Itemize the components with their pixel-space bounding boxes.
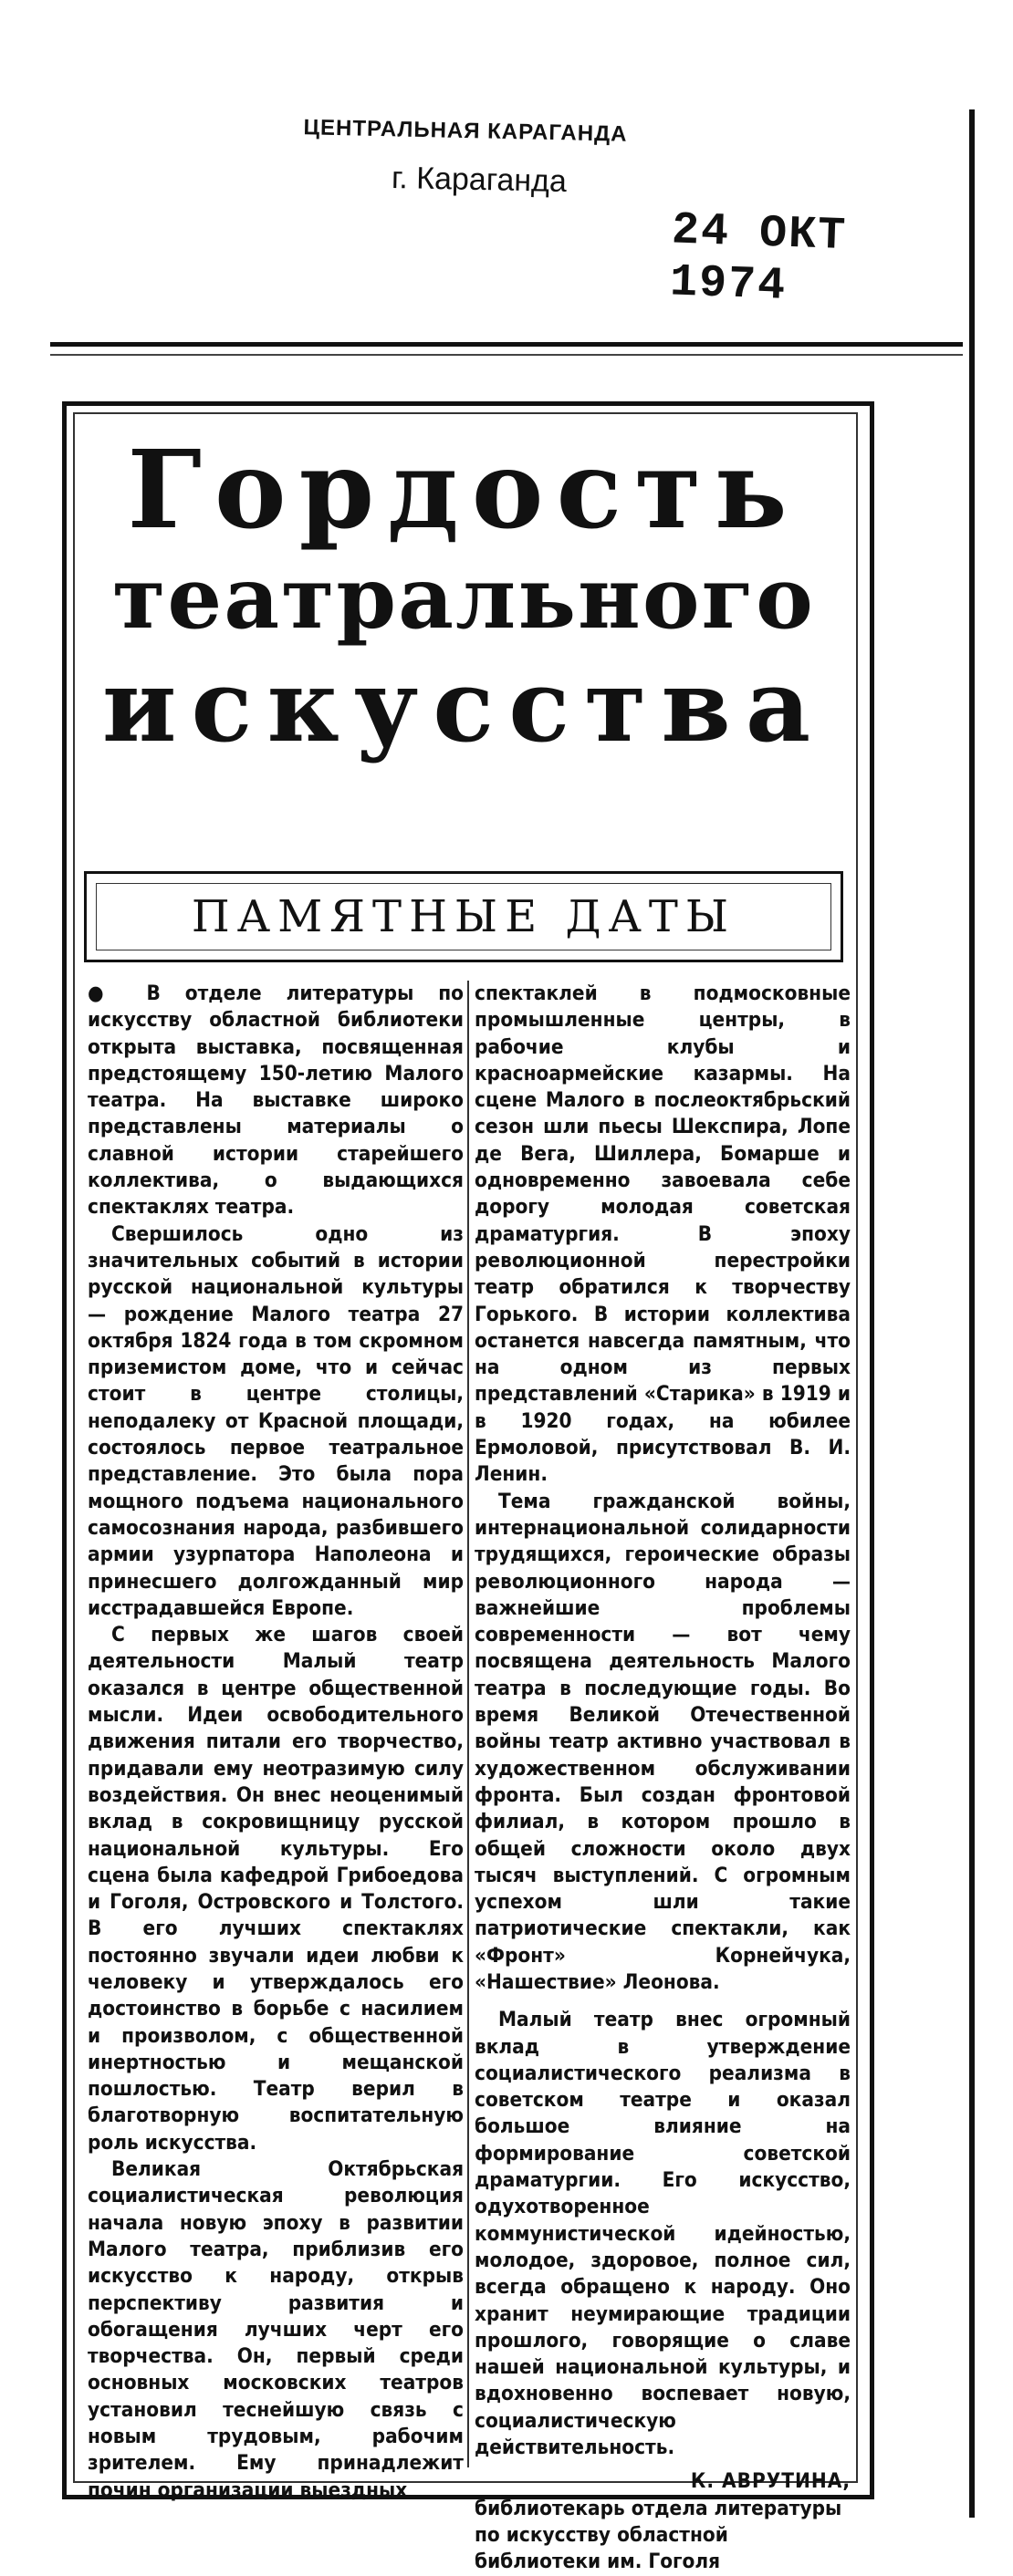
paragraph: Великая Октябрьская социалистическая революция начала новую эпоху в развитии Малого театра, приблизив его искусство к народу, открыв перспективу развития и обогащения лучших черт его творчества. Он, первый среди основных московских театров установил теснейшую связь с новым трудовым, рабочим зрителем. Ему принадлежит почин организации выездных <box>88 2157 464 2502</box>
paragraph: спектаклей в подмосковные промышленные центры, в рабочие клубы и красноармейские казармы. На сцене Малого в послеоктябрьский сезон шли пьесы Шекспира, Лопе де Вега, Шиллера, Бомарше и одновременно завоевала себе дорогу молодая советская драматургия. В эпоху революционной перестройки театр обратился к творчеству Горького. В истории коллектива останется навсегда памятным, что на одном из первых представлений «Старика» в 1919 и в 1920 годах, на юбилее Ермоловой, присутствовал В. И. Ленин. <box>475 982 851 1487</box>
paragraph: Свершилось одно из значительных событий в истории русской национальной культуры — рождение Малого театра 27 октября 1824 года в том скромном приземистом доме, что и сейчас стоит в центре столицы, неподалеку от Красной площади, состоялось первое театральное представление. Это была пора мощного подъема национального самосознания народа, разбившего армии узурпатора Наполеона и принесшего долгожданный мир исстрадавшейся Европе. <box>88 1221 464 1620</box>
article-headline <box>73 426 854 764</box>
article-column-left <box>88 981 464 2502</box>
author-role: библиотекарь отдела литературы по искусству областной библиотеки им. Гоголя <box>475 2496 842 2574</box>
headline-line-1: Гордость <box>127 426 800 553</box>
city-stamp: г. Караганда <box>391 160 568 200</box>
date-stamp: 24 ОКТ 1974 <box>669 204 849 313</box>
paragraph: Тема гражданской войны, интернациональной солидарности трудящихся, героические образы революционного народа — важнейшие проблемы современности — вот чему посвящена деятельность Малого театра в последующие годы. Во время Великой Отечественной войны театр активно участвовал в художественном обслуживании фронта. Был создан фронтовой филиал, в котором прошло в общей сложности около двух тысяч выступлений. С огромным успехом шли такие патриотические спектакли, как «Фронт» Корнейчука, «Нашествие» Леонова. <box>475 1489 851 1994</box>
newspaper-source-stamp: ЦЕНТРАЛЬНАЯ КАРАГАНДА <box>303 115 628 147</box>
headline-line-2: театрального <box>112 547 815 649</box>
right-edge-rule <box>969 109 975 2518</box>
headline-line-3: искусства <box>101 646 826 764</box>
paragraph: С первых же шагов своей деятельности Малый театр оказался в центре общественной мысли. Идеи освободительного движения питали его творчество, придавали ему неотразимую силу воздействия. Он внес неоценимый вклад в сокровищницу русской национальной культуры. Его сцена была кафедрой Грибоедова и Гоголя, Островского и Толстого. В его лучших спектаклях постоянно звучали идеи любви к человеку и утверждалось его достоинство в борьбе с насилием и произволом, с общественной инертностью и мещанской пошлостью. Театр верил в благотворную воспитательную роль искусства. <box>88 1623 464 2155</box>
column-divider <box>467 981 469 2467</box>
paragraph: ● В отделе литературы по искусству областной библиотеки открыта выставка, посвященная предстоящему 150-летию Малого театра. На выставке широко представлены материалы о славной истории старейшего коллектива, о выдающихся спектаклях театра. <box>88 981 464 1221</box>
top-rule <box>50 342 963 347</box>
article-column-right <box>475 981 851 2574</box>
paragraph: Малый театр внес огромный вклад в утверждение социалистического реализма в советском театре и оказал большое влияние на формирование советской драматургии. Его искусство, одухотворенное коммунистической идейностью, молодое, здоровое, полное сил, всегда обращено к народу. Оно хранит неумирающие традиции прошлого, говорящие о славе нашей национальной культуры, и вдохновенно воспевает новую, социалистическую действительность. <box>475 2008 851 2460</box>
author-name: К. АВРУТИНА, <box>690 2469 851 2494</box>
top-rule-thin <box>50 354 963 356</box>
rubric-label: ПАМЯТНЫЕ ДАТЫ <box>96 883 831 950</box>
rubric-box <box>84 871 843 962</box>
